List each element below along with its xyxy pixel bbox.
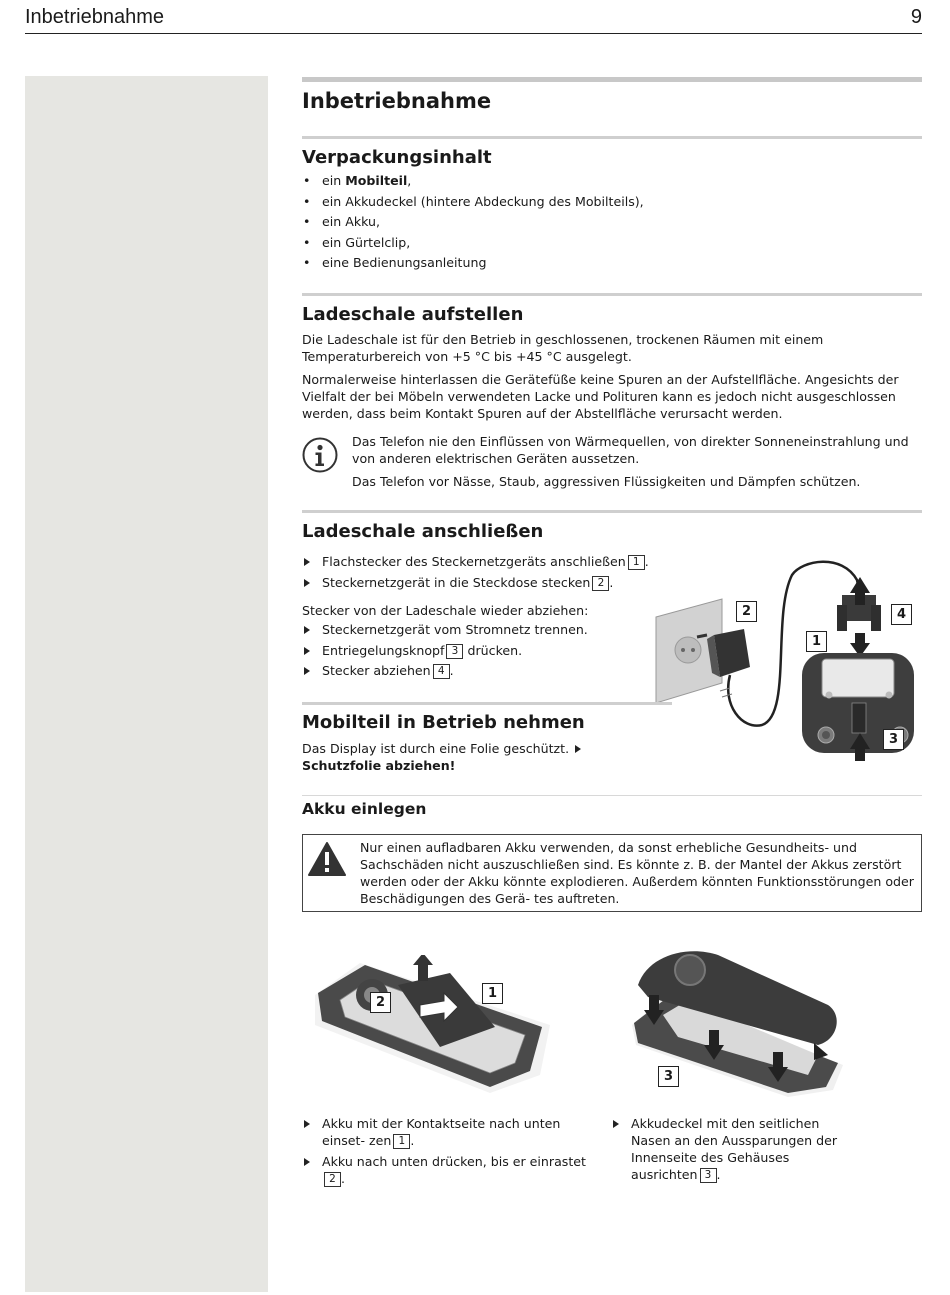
action-arrow-icon: [304, 626, 310, 634]
figure-label: 1: [482, 983, 503, 1004]
handset-text: Das Display ist durch eine Folie geschützt. Schutzfolie abziehen!: [302, 740, 647, 774]
battery-insert-illustration: [310, 955, 555, 1100]
list-item: Stecker abziehen 4 .: [302, 661, 662, 682]
battery-heading: Akku einlegen: [302, 800, 427, 818]
info-note-2: Das Telefon vor Nässe, Staub, aggressiven Flüssigkeiten und Dämpfen schützen.: [352, 474, 861, 489]
info-note-1: Das Telefon nie den Einflüssen von Wärmequellen, von direkter Sonneneinstrahlung und von anderen elektrischen Geräten aussetzen.: [352, 434, 909, 466]
action-arrow-icon: [304, 579, 310, 587]
list-item: • eine Bedienungsanleitung: [302, 253, 902, 274]
figure-label: 2: [736, 601, 757, 622]
setup-heading: Ladeschale aufstellen: [302, 304, 524, 325]
warning-icon: [308, 841, 346, 877]
figure-label: 4: [891, 604, 912, 625]
list-item: Entriegelungsknopf 3 drücken.: [302, 641, 662, 662]
warning-text: Nur einen aufladbaren Akku verwenden, da sonst erhebliche Gesundheits- und Sachschäden nicht auszuschließen sind. Es könnte z. B. der Mantel der Akkus zerstört werden oder der Akku könnte explodieren. Außerdem könnten Funktionsstörungen oder Beschädigungen des Gerä- tes auftreten.: [360, 840, 914, 906]
list-item: Steckernetzgerät vom Stromnetz trennen.: [302, 620, 662, 641]
warning-box: [302, 834, 922, 912]
battery-steps-right: [611, 1115, 851, 1183]
info-icon: [302, 437, 338, 473]
action-arrow-icon: [613, 1120, 619, 1128]
section-rule: [302, 702, 672, 705]
charger-connection-illustration: [652, 555, 922, 765]
list-item: • ein Akkudeckel (hintere Abdeckung des Mobilteils),: [302, 192, 902, 213]
list-item: • ein Gürtelclip,: [302, 233, 902, 254]
page-number: 9: [910, 6, 922, 28]
section-rule: [302, 136, 922, 139]
handset-heading: Mobilteil in Betrieb nehmen: [302, 712, 585, 733]
list-item: Akku nach unten drücken, bis er einrastet2 .: [302, 1153, 594, 1187]
connect-steps: [302, 552, 662, 593]
sidebar-panel: [25, 76, 268, 1292]
page-title: Inbetriebnahme: [302, 89, 492, 113]
list-item: Akku mit der Kontaktseite nach unten einset- zen 1 .: [302, 1115, 594, 1149]
action-arrow-icon: [304, 647, 310, 655]
section-rule: [302, 510, 922, 513]
action-arrow-icon: [304, 667, 310, 675]
figure-label: 2: [370, 992, 391, 1013]
setup-paragraph-1: Die Ladeschale ist für den Betrieb in geschlossenen, trockenen Räumen mit einem Temperaturbereich von +5 °C bis +45 °C ausgelegt.: [302, 332, 824, 364]
action-arrow-icon: [575, 745, 581, 753]
section-rule: [302, 77, 922, 82]
connect-subheading: Stecker von der Ladeschale wieder abziehen:: [302, 603, 589, 618]
running-header-title: Inbetriebnahme: [25, 6, 164, 28]
header-divider: [25, 33, 922, 34]
section-rule: [302, 293, 922, 296]
action-arrow-icon: [304, 558, 310, 566]
list-item: Flachstecker des Steckernetzgeräts anschließen 1 .: [302, 552, 662, 573]
disconnect-steps: [302, 620, 662, 682]
list-item: Steckernetzgerät in die Steckdose stecken 2 .: [302, 573, 662, 594]
connect-heading: Ladeschale anschließen: [302, 521, 544, 542]
figure-label: 1: [806, 631, 827, 652]
setup-paragraph-2: Normalerweise hinterlassen die Gerätefüße keine Spuren an der Aufstellfläche. Angesichts der Vielfalt der bei Möbeln verwendeten Lacke und Polituren kann es jedoch nicht ausgeschlossen werden, dass beim Kontakt Spuren auf der Abstellfläche verursacht werden.: [302, 372, 899, 421]
action-arrow-icon: [304, 1120, 310, 1128]
section-rule: [302, 795, 922, 796]
packing-list: [302, 171, 902, 274]
battery-steps-left: [302, 1115, 594, 1187]
list-item: • ein Akku,: [302, 212, 902, 233]
figure-label: 3: [883, 729, 904, 750]
list-item: Akkudeckel mit den seitlichen Nasen an den Aussparungen der Innenseite des Gehäuses ausrichten 3 .: [611, 1115, 851, 1183]
action-arrow-icon: [304, 1158, 310, 1166]
list-item: • ein Mobilteil,: [302, 171, 902, 192]
packing-heading: Verpackungsinhalt: [302, 147, 492, 168]
figure-label: 3: [658, 1066, 679, 1087]
